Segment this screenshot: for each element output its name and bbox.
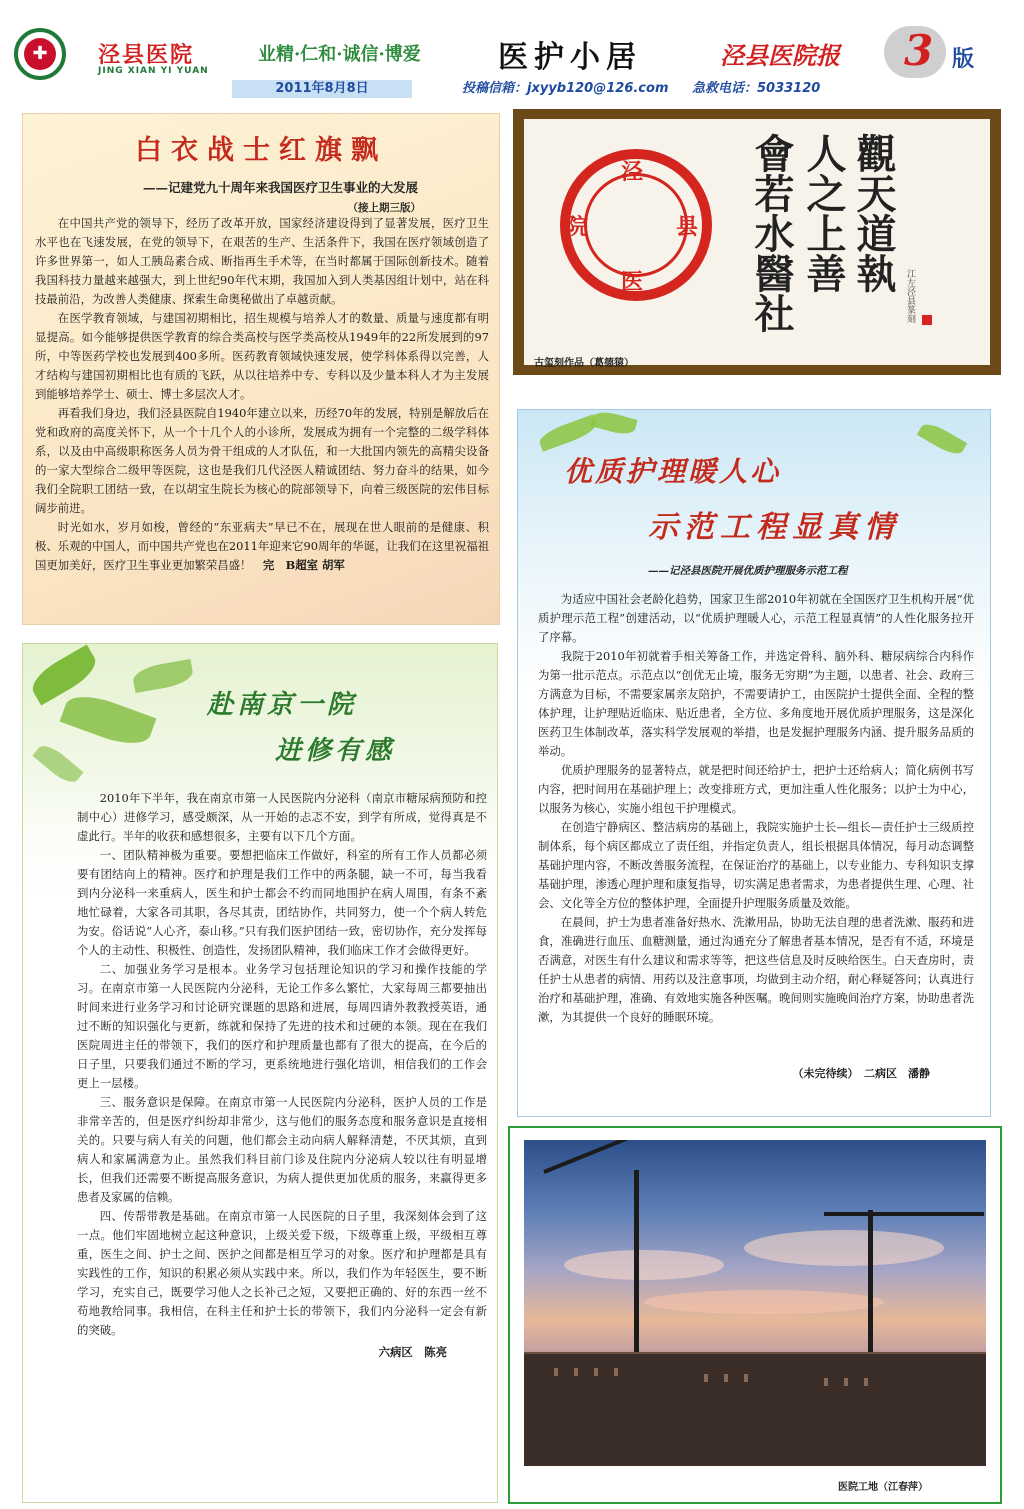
article-title: 白衣战士红旗飘 [135, 135, 387, 166]
building-under-construction [524, 1352, 986, 1466]
seal-char: 医 [621, 269, 644, 295]
leaf-icon [60, 688, 157, 753]
paragraph: 四、传帮带教是基础。在南京市第一人民医院的日子里，我深刻体会到了这一点。他们牢固地树立起这种意识，上级关爱下级，下级尊重上级，平级相互尊重，医生之间、护士之间、医护之间都是相互学习的对象。医疗和护理都是具有实践性的工作，知识的积累必须从实践中来。所以，我们作为年轻医生，要不断学习，充实自己，既要学习他人之长补己之短，又要把正确的、好的东西一丝不苟地教给同事。我相信，在科主任和护士长的带领下，我们内分泌科一定会有新的突破。 [77, 1209, 487, 1337]
article-subtitle: ——记泾县医院开展优质护理服务示范工程 [648, 565, 848, 577]
seal-char: 院 [566, 214, 589, 240]
paragraph: 在中国共产党的领导下，经历了改革开放，国家经济建设得到了显著发展，医疗卫生水平也在飞速发展，在党的领导下，在艰苦的生产、生活条件下，我国在医疗领域创造了许多世界第一，如人工胰岛素合成、断指再生手术等，在当时都属于国际创新技术。随着我国科技力量越来越强大，到上世纪90年代末期，我国加入到人类基因组计划中，站在科技最前沿，为改善人类健康、探索生命奥秘做出了卓越贡献。 [35, 216, 489, 306]
article-body [77, 789, 487, 1364]
article-byline: 六病区 陈亮 [378, 1345, 447, 1359]
masthead [0, 0, 1024, 100]
leaf-icon [917, 419, 968, 459]
artwork-caption: 古玺刻作品（葛德猿） [534, 358, 634, 369]
paragraph: 三、服务意识是保障。在南京市第一人民医院内分泌科，医护人员的工作是非常辛苦的，但是医疗纠纷却非常少，这与他们的服务态度和服务意识是直接相关的。只要与病人有关的问题，他们都会主动向病人解释清楚，不厌其烦，直到病人和家属满意为止。虽然我们科目前门诊及住院内分泌病人较以往有明显增长，但我们还需要不断提高服务意识，为病人提供更加优质的服务，来赢得更多患者及家属的信赖。 [77, 1095, 487, 1204]
hospital-logo-icon: ✚ [14, 28, 66, 80]
leaf-icon [590, 409, 637, 437]
article-party-anniversary [22, 113, 500, 625]
artwork-paper [524, 119, 990, 369]
hospital-name: 泾县医院 [98, 43, 195, 68]
small-seal-icon [922, 315, 932, 325]
construction-site-photo [524, 1140, 986, 1466]
hospital-name-en: JING XIAN YI YUAN [98, 66, 209, 76]
paragraph: 2010年下半年，我在南京市第一人民医院内分泌科（南京市糖尿病预防和控制中心）进修学习，感受颇深，从一开始的忐忑不安，到学有所成，觉得真是不虚此行。半年的收获和感想很多，主要有以下几个方面。 [77, 791, 487, 843]
paragraph: 二、加强业务学习是根本。业务学习包括理论知识的学习和操作技能的学习。在南京市第一人民医院内分泌科，无论工作多么繁忙，大家每周三都要抽出时间来进行业务学习和讨论研究课题的思路和进展，每周四请外教教授英语，通过不断的知识强化与更新，练就和保持了先进的技术和过硬的本领。现在在我们医院周进主任的带领下，我们的医疗和护理质量也都有了很大的提高，在今后的日子里，只要我们通过不断的学习，更系统地进行强化培训，相信我们的工作会更上一层楼。 [77, 962, 487, 1090]
calligraphy-column: 觀天道執 [850, 133, 897, 293]
calligraphy-column: 人之上善 [800, 133, 847, 293]
article-body [538, 590, 974, 1027]
paragraph: 再看我们身边，我们泾县医院自1940年建立以来，历经70年的发展，特别是解放后在党和政府的高度关怀下，从一个十几个人的小诊所，发展成为拥有一个完整的二级学科体系，以及由中高级职称医务人员为骨干组成的人才队伍，和一大批国内领先的高精尖设备的一家大型综合二级甲等医院，这也是我们几代泾医人精诚团结、努力奋斗的结果，如今我们全院职工团结一致，在以胡宝生院长为核心的院部领导下，向着三级医院的宏伟目标阔步前进。 [35, 406, 489, 515]
article-title-line1: 赴南京一院 [207, 690, 358, 720]
paragraph: 一、团队精神极为重要。要想把临床工作做好，科室的所有工作人员都必须要有团结向上的精神。医疗和护理是我们工作中的两条腿，缺一不可，每当我看到内分泌科一来重病人，医生和护士都会不约而同地围护在病人周围，有条不紊地忙碌着，大家各司其职，各尽其责，团结协作，共同努力，使一个个病人转危为安。俗话说“人心齐，泰山移。”只有我们医护团结一致，密切协作，充分发挥每个人的主动性、积极性、创造性，发扬团队精神，我们临床工作才会做得更好。 [77, 848, 487, 957]
seal-char: 县 [676, 214, 699, 240]
tower-crane-icon [634, 1170, 639, 1380]
leaf-icon [32, 740, 83, 787]
seal-stamp-icon [560, 149, 712, 301]
section-name: 医护小居 [498, 40, 642, 75]
paragraph: 在医学教育领域，与建国初期相比，招生规模与培养人才的数量、质量与速度都有明显提高。如今能够提供医学教育的综合类高校与医学类高校从1949年的22所发展到的97所，中等医药学校也发展到400多所。医药教育领域快速发展，使学科体系得以完善，人才结构与建国初期相比也有质的飞跃，从以往培养中专、专科以及少量本科人才为主发展到能够培养学士、硕士、博士多层次人才。 [35, 311, 489, 401]
submission-email: 投稿信箱：jxyyb120@126.com [462, 81, 669, 96]
photo-caption: 医院工地（江春萍） [838, 1482, 928, 1493]
article-quality-nursing [517, 409, 991, 1117]
end-mark: 完 [262, 558, 275, 572]
leaf-icon [537, 414, 600, 451]
calligraphy-note: 江左泾县篆刻 [905, 269, 915, 323]
paragraph-text: 时光如水，岁月如梭，曾经的“东亚病夫”早已不在，展现在世人眼前的是健康、积极、乐观的中国人，而中国共产党也在2011年迎来它90周年的华诞，让我们在这里祝福祖国更加美好，医疗卫生事业更加繁荣昌盛！ [35, 520, 489, 572]
calligraphy-column: 會若水醫社 [748, 133, 795, 333]
emergency-phone: 急救电话：5033120 [692, 81, 821, 96]
page-number-badge [884, 26, 946, 78]
photo-frame [508, 1126, 1002, 1504]
article-nanjing-study [22, 643, 498, 1503]
paragraph: 优质护理服务的显著特点，就是把时间还给护士，把护士还给病人；简化病例书写内容，把时间用在基础护理上；改变排班方式，更加注重人性化服务；以护士为中心，以服务为核心，实施小组包干护理模式。 [538, 763, 974, 815]
continued-note: （接上期三版） [347, 202, 421, 214]
article-title-line2: 示范工程显真情 [648, 510, 900, 545]
article-title-line1: 优质护理暖人心 [564, 455, 782, 488]
article-byline: B超室 胡军 [285, 558, 345, 572]
article-byline: （未完待续） 二病区 潘静 [792, 1067, 930, 1080]
seal-char: 泾 [621, 159, 644, 185]
article-subtitle: ——记建党九十周年来我国医疗卫生事业的大发展 [143, 180, 419, 195]
seal-artwork-frame [513, 109, 1001, 375]
paragraph: 为适应中国社会老龄化趋势，国家卫生部2010年初就在全国医疗卫生机构开展“优质护理示范工程”创建活动，以“优质护理暖人心，示范工程显真情”的人性化服务拉开了序幕。 [538, 592, 974, 644]
article-title-line2: 进修有感 [275, 736, 396, 766]
hospital-motto: 业精·仁和·诚信·博爱 [258, 44, 421, 65]
paragraph [35, 518, 489, 575]
paragraph: 在创造宁静病区、整洁病房的基础上，我院实施护士长—组长—责任护士三级质控制体系，每个病区都成立了责任组，并指定负责人，组长根据具体情况，每月动态调整基础护理内容，不断改善服务流程，在保证治疗的基础上，以专业能力、专科知识支撑基础护理，渗透心理护理和康复指导，切实满足患者需求，为患者提供生理、心理、社会、文化等全方位的整体护理，全面提升护理服务质量及效能。 [538, 820, 974, 910]
newspaper-name: 泾县医院报 [720, 41, 840, 70]
page-unit: 版 [952, 47, 975, 72]
paragraph: 在晨间，护士为患者准备好热水、洗漱用品，协助无法自理的患者洗漱、服药和进食，准确进行血压、血糖测量，通过沟通充分了解患者基本情况，是否有不适，环境是否满意，对医生有什么建议和需求等等，把这些信息及时反映给医生。白天查房时，责任护士从患者的病情、用药以及注意事项，均做到主动介绍，耐心释疑答问；认真进行治疗和基础护理，准确、有效地实施各种医嘱。晚间则实施晚间治疗方案，协助患者洗漱，为其提供一个良好的睡眠环境。 [538, 915, 974, 1024]
paragraph: 我院于2010年初就着手相关筹备工作，并选定骨科、脑外科、糖尿病综合内科作为第一批示范点。示范点以“创优无止境，服务无穷期”为主题，以患者、社会、政府三方满意为目标，不需要家属亲友陪护，不需要请护工，由医院护士提供全面、全程的整体护理，让护理贴近临床、贴近患者，全方位、多角度地开展优质护理服务，这是深化医药卫生体制改革，落实科学发展观的举措，也是发掘护理服务内涵、提升服务品质的举动。 [538, 649, 974, 758]
page-number: 3 [904, 26, 934, 75]
article-body [35, 214, 489, 575]
leaf-icon [131, 659, 194, 693]
issue-date: 2011年8月8日 [232, 80, 412, 98]
